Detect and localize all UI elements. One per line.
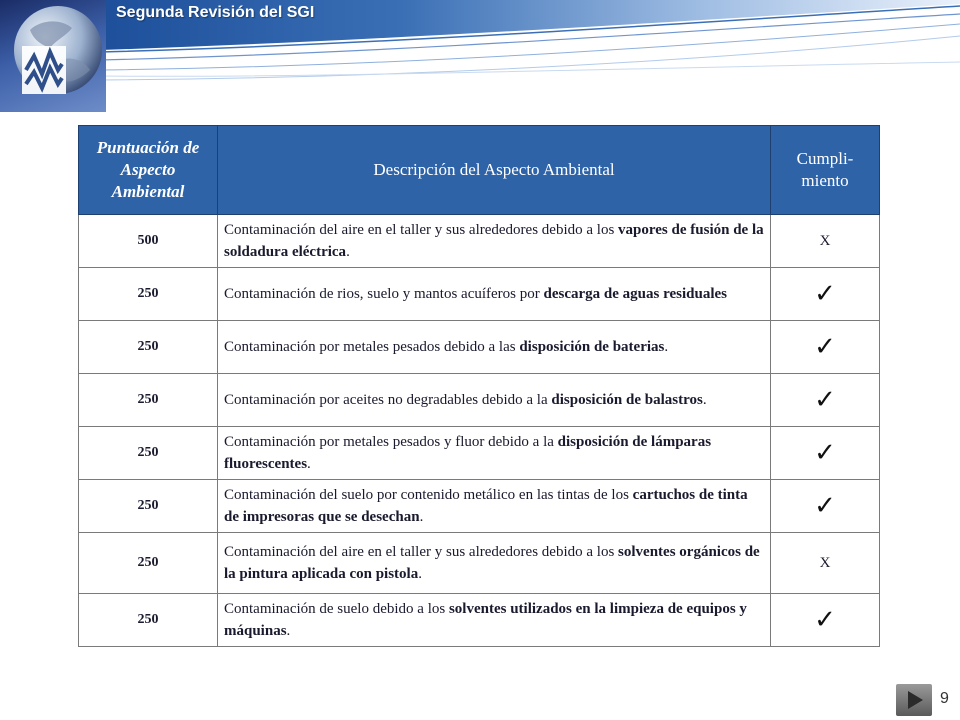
row-description-end: . (307, 456, 311, 472)
row-score: 250 (79, 594, 218, 647)
row-description-end: . (664, 339, 669, 355)
row-score: 500 (79, 215, 218, 268)
row-description-emphasis: vapores de fusión de la soldadura eléctrica (224, 222, 764, 260)
check-icon: ✓ (814, 385, 836, 415)
row-score: 250 (79, 427, 218, 480)
row-description-end: . (702, 392, 707, 408)
check-icon: ✓ (814, 438, 836, 468)
row-description-emphasis: descarga de aguas residuales (543, 286, 727, 302)
table-row (79, 321, 880, 374)
check-icon: ✓ (814, 605, 836, 635)
row-score: 250 (79, 321, 218, 374)
row-compliance (771, 321, 880, 374)
cross-mark: X (819, 554, 831, 571)
table-row (79, 374, 880, 427)
table-header-row (79, 126, 880, 215)
row-description-text: Contaminación por metales pesados debido a las (224, 339, 520, 355)
table-row (79, 533, 880, 594)
row-score: 250 (79, 268, 218, 321)
header-description: Descripción del Aspecto Ambiental (218, 126, 771, 215)
row-description-text: Contaminación del aire en el taller y sus alrededores debido a los (224, 544, 619, 560)
row-description (218, 215, 771, 268)
row-description (218, 480, 771, 533)
row-compliance (771, 427, 880, 480)
environmental-aspects-table (78, 125, 880, 647)
company-logo (0, 0, 106, 112)
row-description-emphasis: solventes utilizados en la limpieza de equipos y máquinas (224, 601, 747, 639)
row-description-text: Contaminación del aire en el taller y sus alrededores debido a los (224, 222, 619, 238)
row-score: 250 (79, 533, 218, 594)
page-number: 9 (940, 690, 949, 707)
row-compliance (771, 215, 880, 268)
table-row (79, 215, 880, 268)
row-score: 250 (79, 480, 218, 533)
row-description (218, 427, 771, 480)
header-score: Puntuación de Aspecto Ambiental (79, 126, 218, 215)
row-description-end: . (418, 566, 422, 582)
row-description-emphasis: disposición de balastros (551, 392, 703, 408)
row-description-end: . (419, 509, 424, 525)
row-description (218, 268, 771, 321)
row-description-emphasis: disposición de baterias (519, 339, 665, 355)
header-compliance: Cumpli-miento (771, 126, 880, 215)
row-description-emphasis: solventes orgánicos de la pintura aplicada con pistola (224, 544, 760, 582)
row-score: 250 (79, 374, 218, 427)
row-description (218, 594, 771, 647)
row-description (218, 533, 771, 594)
row-description-end: . (346, 244, 350, 260)
row-description-text: Contaminación por aceites no degradables debido a la (224, 392, 552, 408)
row-compliance (771, 268, 880, 321)
check-icon: ✓ (814, 279, 836, 309)
row-compliance (771, 480, 880, 533)
row-compliance (771, 533, 880, 594)
table-row (79, 594, 880, 647)
globe-icon (0, 0, 106, 112)
table-row (79, 268, 880, 321)
row-description-text: Contaminación de rios, suelo y mantos acuíferos por (224, 286, 544, 302)
row-description (218, 374, 771, 427)
row-description-emphasis: disposición de lámparas fluorescentes (224, 434, 712, 472)
row-description-text: Contaminación del suelo por contenido metálico en las tintas de los (224, 487, 633, 503)
row-description (218, 321, 771, 374)
check-icon: ✓ (814, 491, 836, 521)
cross-mark: X (819, 232, 831, 249)
row-description-end: . (286, 623, 291, 639)
check-icon: ✓ (814, 332, 836, 362)
row-description-text: Contaminación por metales pesados y fluor debido a la (224, 434, 558, 450)
next-slide-button[interactable] (896, 684, 932, 716)
table-row (79, 480, 880, 533)
next-arrow-icon (896, 684, 932, 716)
row-compliance (771, 374, 880, 427)
row-description-text: Contaminación de suelo debido a los (224, 601, 449, 617)
slide-title: Segunda Revisión del SGI (116, 4, 315, 21)
row-compliance (771, 594, 880, 647)
row-description-emphasis: cartuchos de tinta de impresoras que se desechan (224, 487, 748, 525)
table-row (79, 427, 880, 480)
